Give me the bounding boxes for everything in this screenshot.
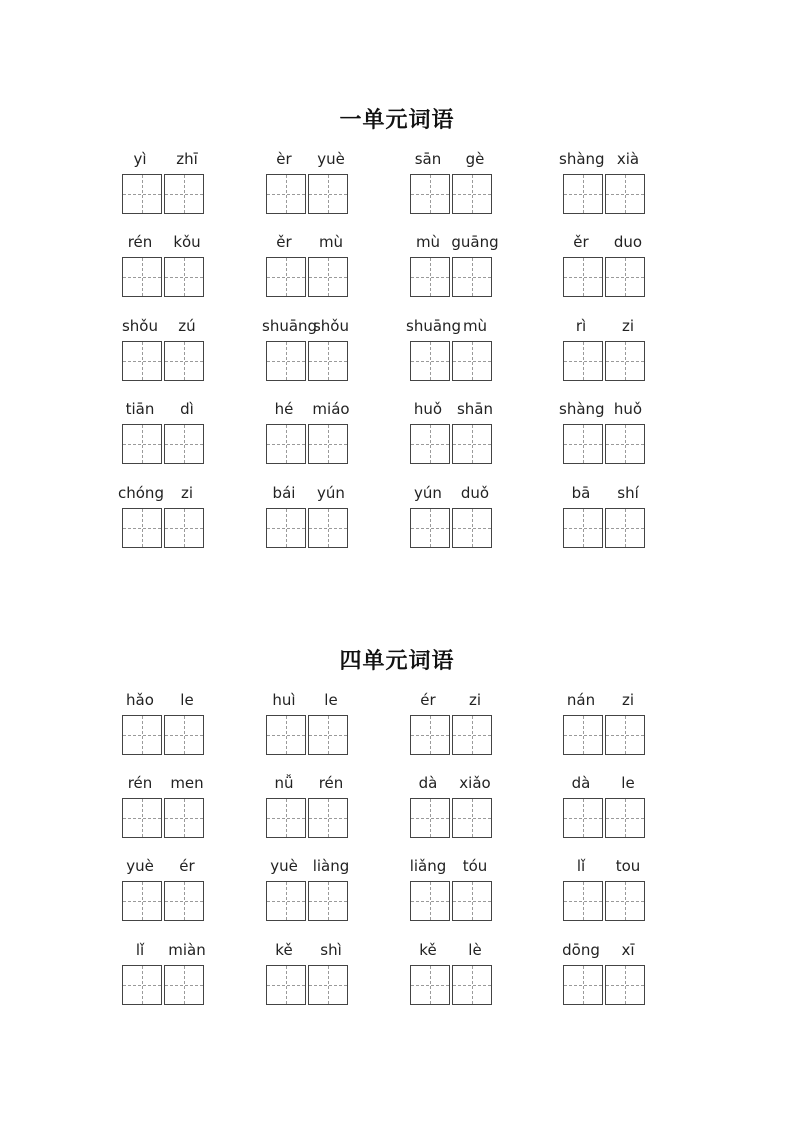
tianzige-cell[interactable] [164, 881, 204, 921]
tianzige-cell[interactable] [563, 881, 603, 921]
tianzige-cell[interactable] [452, 798, 492, 838]
writing-grid [266, 715, 348, 755]
pinyin-syllable-1: yì [133, 150, 147, 168]
pinyin-syllable-2: shān [456, 400, 494, 418]
pinyin-syllable-1: bái [272, 484, 296, 502]
writing-grid [122, 715, 204, 755]
pinyin-syllable-1: shuāng [406, 317, 462, 335]
tianzige-cell[interactable] [308, 257, 348, 297]
pinyin-syllable-1: shàng [559, 150, 605, 168]
word-item [122, 400, 232, 484]
writing-grid [410, 881, 492, 921]
writing-grid [266, 965, 348, 1005]
tianzige-cell[interactable] [164, 257, 204, 297]
pinyin-syllable-2: gè [465, 150, 485, 168]
word-item [266, 857, 376, 941]
pinyin-syllable-1: dà [418, 774, 438, 792]
tianzige-cell[interactable] [122, 965, 162, 1005]
pinyin-syllable-1: yuè [126, 857, 154, 875]
pinyin-syllable-1: lǐ [135, 941, 145, 959]
tianzige-cell[interactable] [308, 508, 348, 548]
word-row [0, 233, 794, 317]
pinyin-syllable-1: hǎo [126, 691, 154, 709]
tianzige-cell[interactable] [563, 257, 603, 297]
writing-grid [410, 257, 492, 297]
tianzige-cell[interactable] [452, 965, 492, 1005]
writing-grid [410, 174, 492, 214]
pinyin-syllable-2: le [621, 774, 635, 792]
writing-grid [563, 508, 645, 548]
writing-grid [410, 715, 492, 755]
pinyin-syllable-2: mù [318, 233, 344, 251]
word-row [0, 691, 794, 775]
tianzige-cell[interactable] [122, 881, 162, 921]
writing-grid [266, 257, 348, 297]
unit-4-title: 四单元词语 [339, 648, 455, 674]
pinyin-syllable-2: lè [468, 941, 482, 959]
pinyin-syllable-1: lǐ [576, 857, 586, 875]
tianzige-cell[interactable] [410, 881, 450, 921]
tianzige-cell[interactable] [266, 174, 306, 214]
writing-grid [563, 341, 645, 381]
tianzige-cell[interactable] [605, 424, 645, 464]
tianzige-cell[interactable] [122, 257, 162, 297]
word-item [122, 317, 232, 401]
pinyin-syllable-2: xià [616, 150, 640, 168]
word-item [563, 857, 673, 941]
tianzige-cell[interactable] [164, 341, 204, 381]
pinyin-syllable-1: èr [276, 150, 292, 168]
pinyin-syllable-2: miáo [312, 400, 350, 418]
writing-grid [122, 341, 204, 381]
pinyin-syllable-2: zi [621, 691, 635, 709]
tianzige-cell[interactable] [410, 798, 450, 838]
word-item [266, 484, 376, 568]
word-item [559, 150, 673, 234]
word-item [410, 400, 520, 484]
pinyin-syllable-2: rén [318, 774, 344, 792]
word-item [122, 941, 232, 1025]
word-item [122, 691, 232, 775]
pinyin-syllable-2: duo [613, 233, 643, 251]
tianzige-cell[interactable] [605, 257, 645, 297]
pinyin-syllable-1: rén [127, 233, 153, 251]
pinyin-syllable-2: ér [179, 857, 195, 875]
pinyin-syllable-2: shí [617, 484, 639, 502]
word-item [563, 691, 673, 775]
word-item [410, 857, 520, 941]
word-item [266, 691, 376, 775]
pinyin-syllable-2: shì [320, 941, 342, 959]
tianzige-cell[interactable] [308, 424, 348, 464]
word-row [0, 150, 794, 234]
tianzige-cell[interactable] [605, 174, 645, 214]
tianzige-cell[interactable] [266, 881, 306, 921]
tianzige-cell[interactable] [122, 715, 162, 755]
word-item [406, 317, 520, 401]
tianzige-cell[interactable] [605, 715, 645, 755]
pinyin-syllable-2: tou [615, 857, 641, 875]
tianzige-cell[interactable] [410, 257, 450, 297]
pinyin-syllable-1: nán [566, 691, 596, 709]
word-item [118, 484, 232, 568]
pinyin-syllable-1: shǒu [121, 317, 158, 335]
pinyin-syllable-1: chóng [118, 484, 164, 502]
pinyin-syllable-2: shǒu [312, 317, 349, 335]
pinyin-syllable-1: shuāng [262, 317, 318, 335]
tianzige-cell[interactable] [410, 341, 450, 381]
pinyin-syllable-2: zú [178, 317, 196, 335]
writing-grid [122, 881, 204, 921]
word-row [0, 857, 794, 941]
tianzige-cell[interactable] [410, 424, 450, 464]
tianzige-cell[interactable] [122, 174, 162, 214]
tianzige-cell[interactable] [266, 424, 306, 464]
pinyin-syllable-2: xiǎo [459, 774, 491, 792]
tianzige-cell[interactable] [410, 508, 450, 548]
word-item [563, 774, 673, 858]
pinyin-syllable-2: yún [317, 484, 345, 502]
tianzige-cell[interactable] [605, 881, 645, 921]
tianzige-cell[interactable] [452, 881, 492, 921]
word-row [0, 774, 794, 858]
tianzige-cell[interactable] [563, 798, 603, 838]
writing-grid [410, 965, 492, 1005]
tianzige-cell[interactable] [410, 965, 450, 1005]
writing-grid [266, 798, 348, 838]
tianzige-cell[interactable] [452, 174, 492, 214]
tianzige-cell[interactable] [164, 798, 204, 838]
word-item [410, 941, 520, 1025]
writing-grid [122, 257, 204, 297]
pinyin-syllable-2: le [324, 691, 338, 709]
tianzige-cell[interactable] [266, 715, 306, 755]
word-row [0, 400, 794, 484]
unit-1-title: 一单元词语 [339, 107, 455, 133]
pinyin-syllable-2: men [170, 774, 204, 792]
tianzige-cell[interactable] [122, 341, 162, 381]
word-item [266, 941, 376, 1025]
tianzige-cell[interactable] [164, 715, 204, 755]
tianzige-cell[interactable] [605, 798, 645, 838]
word-item [410, 233, 520, 317]
tianzige-cell[interactable] [164, 174, 204, 214]
pinyin-syllable-1: huì [272, 691, 296, 709]
pinyin-syllable-2: tóu [462, 857, 488, 875]
pinyin-syllable-1: ěr [276, 233, 292, 251]
word-item [266, 400, 376, 484]
writing-grid [122, 508, 204, 548]
pinyin-syllable-1: rì [575, 317, 587, 335]
tianzige-cell[interactable] [266, 965, 306, 1005]
pinyin-syllable-1: rén [127, 774, 153, 792]
writing-grid [122, 424, 204, 464]
tianzige-cell[interactable] [308, 798, 348, 838]
writing-grid [122, 798, 204, 838]
writing-grid [410, 798, 492, 838]
tianzige-cell[interactable] [164, 424, 204, 464]
tianzige-cell[interactable] [164, 965, 204, 1005]
writing-grid [410, 508, 492, 548]
pinyin-syllable-1: kě [275, 941, 293, 959]
tianzige-cell[interactable] [266, 341, 306, 381]
writing-grid [563, 798, 645, 838]
tianzige-cell[interactable] [122, 798, 162, 838]
pinyin-syllable-2: dì [180, 400, 194, 418]
tianzige-cell[interactable] [308, 174, 348, 214]
pinyin-syllable-2: mù [462, 317, 488, 335]
pinyin-syllable-1: ěr [573, 233, 589, 251]
tianzige-cell[interactable] [563, 508, 603, 548]
pinyin-syllable-2: zi [180, 484, 194, 502]
word-row [0, 317, 794, 401]
word-item [559, 400, 673, 484]
word-item [266, 150, 376, 234]
tianzige-cell[interactable] [122, 424, 162, 464]
tianzige-cell[interactable] [563, 341, 603, 381]
pinyin-syllable-1: huǒ [413, 400, 443, 418]
word-item [122, 233, 232, 317]
writing-grid [563, 257, 645, 297]
tianzige-cell[interactable] [605, 965, 645, 1005]
word-item [122, 774, 232, 858]
tianzige-cell[interactable] [308, 341, 348, 381]
pinyin-syllable-2: yuè [317, 150, 345, 168]
word-item [563, 484, 673, 568]
word-item [410, 150, 520, 234]
pinyin-syllable-2: zi [621, 317, 635, 335]
tianzige-cell[interactable] [122, 508, 162, 548]
tianzige-cell[interactable] [266, 257, 306, 297]
pinyin-syllable-2: zi [468, 691, 482, 709]
pinyin-syllable-2: duǒ [460, 484, 490, 502]
writing-grid [266, 424, 348, 464]
pinyin-syllable-1: nǚ [274, 774, 294, 792]
pinyin-syllable-1: liǎng [409, 857, 447, 875]
pinyin-syllable-2: miàn [168, 941, 206, 959]
tianzige-cell[interactable] [563, 715, 603, 755]
tianzige-cell[interactable] [605, 508, 645, 548]
pinyin-syllable-1: tiān [125, 400, 155, 418]
tianzige-cell[interactable] [452, 715, 492, 755]
writing-grid [563, 715, 645, 755]
pinyin-syllable-1: shàng [559, 400, 605, 418]
tianzige-cell[interactable] [605, 341, 645, 381]
pinyin-syllable-1: mù [415, 233, 441, 251]
pinyin-syllable-1: bā [571, 484, 591, 502]
writing-grid [266, 341, 348, 381]
writing-grid [266, 174, 348, 214]
tianzige-cell[interactable] [452, 508, 492, 548]
writing-grid [122, 174, 204, 214]
tianzige-cell[interactable] [308, 715, 348, 755]
pinyin-syllable-1: dōng [562, 941, 600, 959]
tianzige-cell[interactable] [452, 424, 492, 464]
pinyin-syllable-2: le [180, 691, 194, 709]
tianzige-cell[interactable] [563, 174, 603, 214]
word-item [563, 233, 673, 317]
writing-grid [410, 424, 492, 464]
tianzige-cell[interactable] [308, 881, 348, 921]
tianzige-cell[interactable] [563, 965, 603, 1005]
pinyin-syllable-2: xī [621, 941, 635, 959]
writing-grid [563, 424, 645, 464]
tianzige-cell[interactable] [266, 798, 306, 838]
writing-grid [266, 881, 348, 921]
word-item [563, 941, 673, 1025]
pinyin-syllable-1: yún [414, 484, 442, 502]
pinyin-syllable-1: ér [420, 691, 436, 709]
pinyin-syllable-1: kě [419, 941, 437, 959]
word-item [122, 150, 232, 234]
pinyin-syllable-1: hé [274, 400, 294, 418]
word-item [122, 857, 232, 941]
pinyin-syllable-2: huǒ [613, 400, 643, 418]
pinyin-syllable-2: zhī [176, 150, 198, 168]
word-row [0, 941, 794, 1025]
word-item [410, 691, 520, 775]
pinyin-syllable-1: dà [571, 774, 591, 792]
tianzige-cell[interactable] [452, 341, 492, 381]
pinyin-syllable-2: kǒu [173, 233, 201, 251]
word-item [563, 317, 673, 401]
tianzige-cell[interactable] [563, 424, 603, 464]
pinyin-syllable-2: guāng [451, 233, 499, 251]
writing-grid [563, 881, 645, 921]
pinyin-syllable-1: sān [414, 150, 442, 168]
word-item [266, 233, 376, 317]
tianzige-cell[interactable] [410, 174, 450, 214]
word-item [262, 317, 376, 401]
writing-grid [410, 341, 492, 381]
writing-grid [122, 965, 204, 1005]
tianzige-cell[interactable] [308, 965, 348, 1005]
tianzige-cell[interactable] [410, 715, 450, 755]
tianzige-cell[interactable] [164, 508, 204, 548]
word-item [410, 484, 520, 568]
pinyin-syllable-2: liàng [312, 857, 350, 875]
tianzige-cell[interactable] [452, 257, 492, 297]
writing-grid [563, 174, 645, 214]
word-row [0, 484, 794, 568]
pinyin-syllable-1: yuè [270, 857, 298, 875]
writing-grid [563, 965, 645, 1005]
word-item [410, 774, 520, 858]
word-item [266, 774, 376, 858]
writing-grid [266, 508, 348, 548]
tianzige-cell[interactable] [266, 508, 306, 548]
